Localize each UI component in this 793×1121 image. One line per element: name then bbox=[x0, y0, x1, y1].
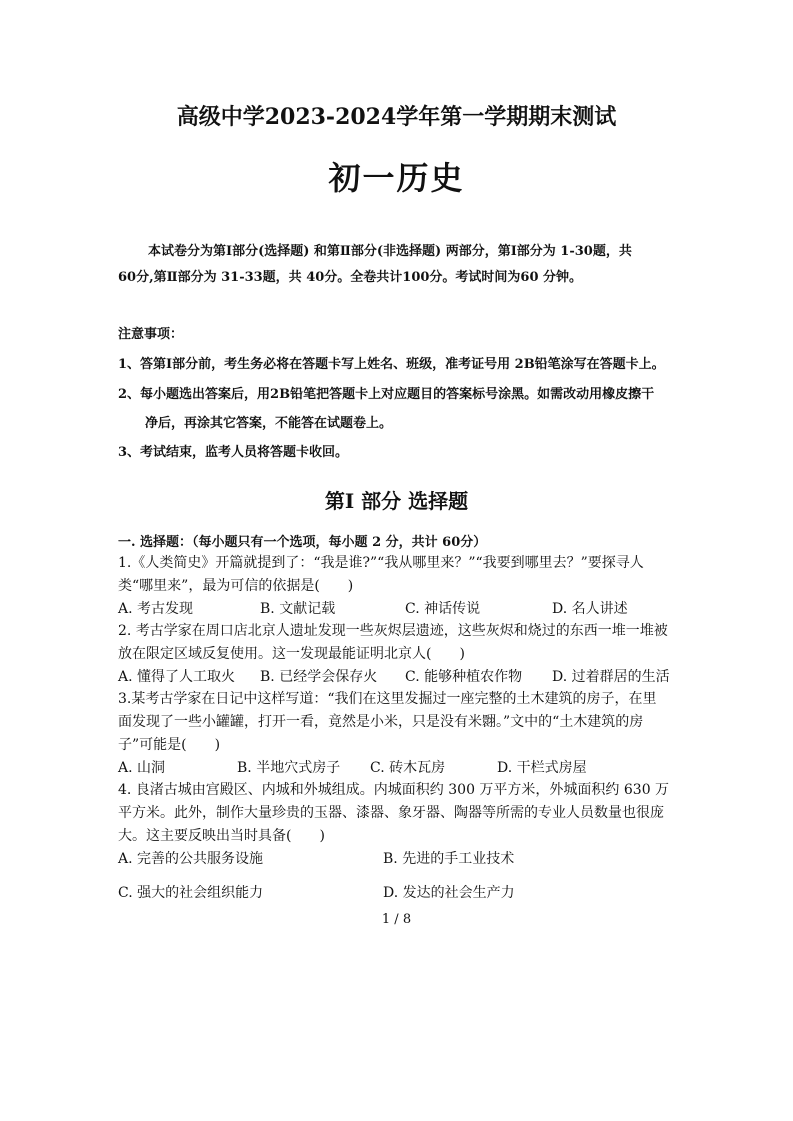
question-1-stem-line-1: 1.《人类简史》开篇就提到了：“我是谁?”“我从哪里来？”“我要到哪里去？”要探寻人 bbox=[118, 555, 644, 571]
question-2-option-c: C. 能够种植农作物 bbox=[405, 669, 523, 685]
page-number: 1 / 8 bbox=[381, 912, 412, 927]
question-4-stem-line-2: 平方米。此外，制作大量珍贵的玉器、漆器、象牙器、陶器等所需的专业人员数量也很庞 bbox=[118, 805, 664, 821]
question-2-option-a: A. 懂得了人工取火 bbox=[118, 669, 236, 685]
question-4-stem-line-3: 大。这主要反映出当时具备( ) bbox=[118, 828, 325, 844]
note-item-1: 1、答第Ⅰ部分前，考生务必将在答题卡写上姓名、班级，准考证号用 2B铅笔涂写在答题卡上。 bbox=[118, 357, 665, 372]
question-3-option-c: C. 砖木瓦房 bbox=[370, 760, 446, 776]
question-3-option-b: B. 半地穴式房子 bbox=[237, 760, 341, 776]
question-2-option-d: D. 过着群居的生活 bbox=[552, 669, 670, 685]
document-title: 高级中学2023-2024学年第一学期期末测试 bbox=[176, 104, 617, 130]
section-title: 第Ⅰ 部分 选择题 bbox=[324, 489, 469, 513]
question-1-option-a: A. 考古发现 bbox=[118, 601, 194, 617]
intro-line-2: 60分,第Ⅱ部分为 31-33题，共 40分。全卷共计100分。考试时间为60 分钟。 bbox=[118, 270, 583, 285]
question-1-option-b: B. 文献记载 bbox=[260, 601, 336, 617]
question-1-option-d: D. 名人讲述 bbox=[552, 601, 628, 617]
question-3-option-d: D. 干栏式房屋 bbox=[497, 760, 587, 776]
subject-title: 初一历史 bbox=[328, 159, 465, 197]
question-4-option-b: B. 先进的手工业技术 bbox=[383, 851, 515, 867]
question-3-stem-line-1: 3.某考古学家在日记中这样写道：“我们在这里发掘过一座完整的土木建筑的房子，在里 bbox=[118, 691, 657, 707]
note-item-3: 3、考试结束，监考人员将答题卡收回。 bbox=[118, 445, 349, 460]
question-2-option-b: B. 已经学会保存火 bbox=[260, 669, 378, 685]
question-2-stem-line-1: 2. 考古学家在周口店北京人遗址发现一些灰烬层遗迹，这些灰烬和烧过的东西一堆一堆被 bbox=[118, 623, 668, 639]
question-4-option-c: C. 强大的社会组织能力 bbox=[118, 885, 264, 901]
question-4-option-d: D. 发达的社会生产力 bbox=[383, 885, 515, 901]
question-3-option-a: A. 山洞 bbox=[118, 760, 166, 776]
intro-line-1: 本试卷分为第Ⅰ部分(选择题) 和第Ⅱ部分(非选择题) 两部分，第Ⅰ部分为 1-30题，共 bbox=[148, 244, 632, 259]
question-3-stem-line-2: 面发现了一些小罐罐，打开一看，竟然是小米，只是没有米翾。”文中的“土木建筑的房 bbox=[118, 714, 644, 730]
question-1-stem-line-2: 类“哪里来”，最为可信的依据是( ) bbox=[118, 578, 354, 594]
question-1-option-c: C. 神话传说 bbox=[405, 601, 481, 617]
note-item-2: 2、每小题选出答案后，用2B铅笔把答题卡上对应题目的答案标号涂黑。如需改动用橡皮擦干 bbox=[118, 387, 655, 402]
question-2-stem-line-2: 放在限定区域反复使用。这一发现最能证明北京人( ) bbox=[118, 646, 465, 662]
question-4-stem-line-1: 4. 良渚古城由宫殿区、内城和外城组成。内城面积约 300 万平方米，外城面积约 630 万 bbox=[118, 782, 670, 798]
question-4-option-a: A. 完善的公共服务设施 bbox=[118, 851, 264, 867]
note-item-2-cont: 净后，再涂其它答案，不能答在试题卷上。 bbox=[145, 416, 393, 431]
question-3-stem-line-3: 子”可能是( ) bbox=[118, 737, 221, 753]
section-instruction: 一. 选择题：（每小题只有一个选项，每小题 2 分，共计 60分） bbox=[118, 535, 487, 550]
notes-heading: 注意事项： bbox=[118, 327, 184, 342]
